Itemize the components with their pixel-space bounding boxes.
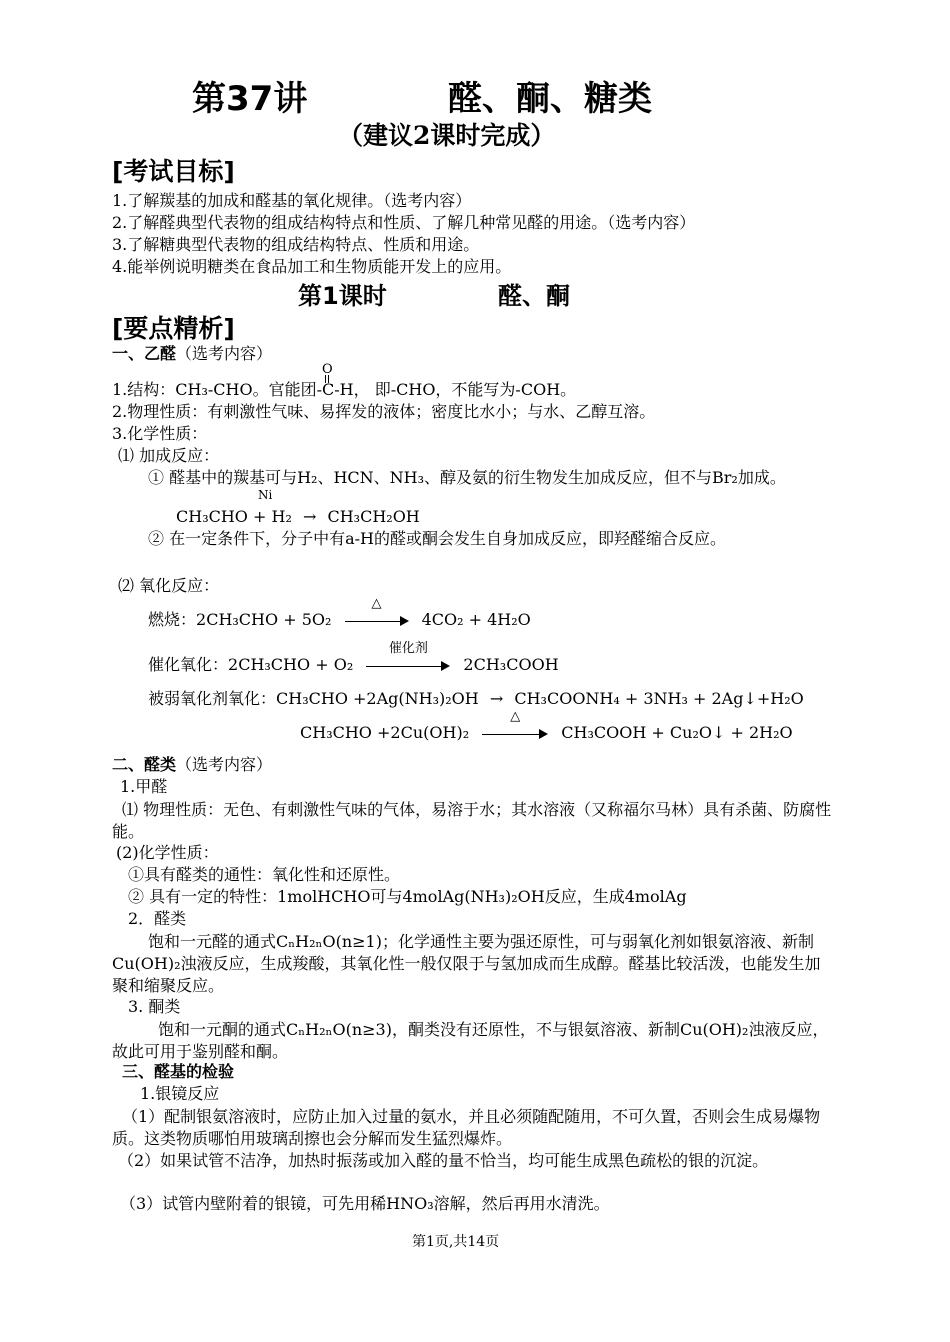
weak2-left: CH₃CHO +2Cu(OH)₂ xyxy=(300,723,470,742)
carbonyl-group xyxy=(322,362,335,400)
weak-oxidant-equation-2 xyxy=(300,708,793,743)
weak2-right: CH₃COOH + Cu₂O↓ + 2H₂O xyxy=(561,723,793,742)
weak1-left: CH₃CHO +2Ag(NH₃)₂OH xyxy=(276,689,479,708)
ni-catalyst-label: Ni xyxy=(258,488,273,502)
silver-note-3: （3）试管内壁附着的银镜，可先用稀HNO₃溶解，然后再用水清洗。 xyxy=(120,1194,610,1213)
key-points-heading: [要点精析] xyxy=(112,314,235,343)
physical-properties: 2.物理性质：有刺激性气味、易挥发的液体；密度比水小；与水、乙醇互溶。 xyxy=(112,402,656,421)
carbonyl-oxygen: O xyxy=(322,362,333,377)
aldehydes-heading: 2．醛类 xyxy=(128,909,187,928)
section-1-note: （选考内容） xyxy=(176,344,273,363)
eq-h2-left: CH₃CHO + H₂ xyxy=(176,507,292,526)
eq-h2-arrow: → xyxy=(302,507,317,526)
combustion-label: 燃烧： xyxy=(148,610,197,629)
silver-note-2: （2）如果试管不洁净，加热时振荡或加入醛的量不恰当，均可能生成黑色疏松的银的沉淀。 xyxy=(118,1151,769,1170)
subtitle: （建议2课时完成） xyxy=(338,121,556,150)
catalytic-oxidation-equation xyxy=(148,640,559,675)
weak1-right: CH₃COONH₄ + 3NH₃ + 2Ag↓+H₂O xyxy=(514,689,804,708)
section-1-heading: 一、乙醛 xyxy=(112,344,177,363)
section-2-heading: 二、醛类 xyxy=(112,755,177,774)
lesson-label: 第1课时 xyxy=(298,282,387,310)
catalytic-left: 2CH₃CHO + O₂ xyxy=(228,655,354,674)
exam-goals-heading: [考试目标] xyxy=(112,157,235,186)
silver-note-1: （1）配制银氨溶液时，应防止加入过量的氨水，并且必须随配随用，不可久置，否则会生成易爆物质。这类物质哪怕用玻璃刮擦也会分解而发生猛烈爆炸。 xyxy=(112,1107,821,1148)
formaldehyde-chemical-2: ② 具有一定的特性：1molHCHO可与4molAg(NH₃)₂OH反应，生成4molAg xyxy=(128,887,687,906)
structure-text-a: 1.结构：CH₃-CHO。官能团- xyxy=(112,380,323,399)
chemical-properties: 3.化学性质： xyxy=(112,424,208,443)
addition-item-2: ② 在一定条件下，分子中有a-H的醛或酮会发生自身加成反应，即羟醛缩合反应。 xyxy=(148,529,726,548)
combustion-right: 4CO₂ + 4H₂O xyxy=(421,610,531,629)
exam-goal-item: 2.了解醛典型代表物的组成结构特点和性质、了解几种常见醛的用途。（选考内容） xyxy=(112,213,696,232)
catalytic-label: 催化氧化： xyxy=(148,655,229,674)
ketones-heading: 3. 酮类 xyxy=(128,997,181,1016)
structure-text-b: -H， 即-CHO，不能写为-COH。 xyxy=(334,380,577,399)
exam-goal-item: 1.了解羰基的加成和醛基的氧化规律。（选考内容） xyxy=(112,191,472,210)
heat-symbol: △ xyxy=(371,595,382,611)
section-3-heading: 三、醛基的检验 xyxy=(122,1062,235,1081)
section-2-note: （选考内容） xyxy=(176,755,273,774)
formaldehyde-chemical: (2)化学性质： xyxy=(116,843,219,862)
heat-arrow xyxy=(345,595,409,628)
eq-h2-right: CH₃CH₂OH xyxy=(327,507,420,526)
double-bond-mark xyxy=(325,375,329,383)
oxidation-title: ⑵ 氧化反应： xyxy=(118,576,220,595)
weak1-arrow: → xyxy=(489,689,504,708)
combustion-left: 2CH₃CHO + 5O₂ xyxy=(196,610,332,629)
combustion-equation xyxy=(148,595,531,630)
ketones-description: 饱和一元酮的通式CₙH₂ₙO(n≥3)，酮类没有还原性，不与银氨溶液、新制Cu(OH)₂浊液反应，故此可用于鉴别醛和酮。 xyxy=(112,1020,829,1061)
formaldehyde-heading: 1.甲醛 xyxy=(120,777,168,796)
section-1-header xyxy=(112,344,272,364)
addition-item-1: ① 醛基中的羰基可与H₂、HCN、NH₃、醇及氨的衍生物发生加成反应，但不与Br₂加成。 xyxy=(148,468,786,487)
catalyst-text: 催化剂 xyxy=(388,640,428,656)
addition-title: ⑴ 加成反应： xyxy=(118,446,220,465)
aldehydes-description: 饱和一元醛的通式CₙH₂ₙO(n≥1)；化学通性主要为强还原性，可与弱氧化剂如银氨溶液、新制Cu(OH)₂浊液反应，生成羧酸，其氧化性一般仅限于与氢加成而生成醇。醛基比较活泼，也能发生加聚和缩聚反应。 xyxy=(112,932,821,995)
formaldehyde-chemical-1: ①具有醛类的通性：氧化性和还原性。 xyxy=(128,865,401,884)
heat-arrow-2 xyxy=(482,708,548,741)
formaldehyde-physical: ⑴ 物理性质：无色、有刺激性气味的气体，易溶于水；其水溶液（又称福尔马林）具有杀菌、防腐性能。 xyxy=(112,800,832,841)
page-footer: 第1页,共14页 xyxy=(412,1234,500,1250)
weak-oxidant-label: 被弱氧化剂氧化： xyxy=(148,689,277,708)
heat-symbol-2: △ xyxy=(510,708,521,724)
catalytic-right: 2CH₃COOH xyxy=(463,655,559,674)
hydrogenation-equation xyxy=(176,507,420,527)
section-2-header xyxy=(112,755,272,775)
structure-line xyxy=(112,362,577,400)
silver-mirror-heading: 1.银镜反应 xyxy=(140,1084,220,1103)
lesson-topic: 醛、酮 xyxy=(498,282,570,310)
weak-oxidant-equation-1 xyxy=(148,689,804,709)
catalyst-arrow xyxy=(366,640,450,673)
lecture-topic: 醛、酮、糖类 xyxy=(448,79,652,119)
exam-goal-item: 3.了解糖典型代表物的组成结构特点、性质和用途。 xyxy=(112,235,480,254)
exam-goal-item: 4.能举例说明糖类在食品加工和生物质能开发上的应用。 xyxy=(112,257,512,276)
carbonyl-carbon: C xyxy=(322,380,335,399)
lecture-number: 第37讲 xyxy=(192,79,308,119)
